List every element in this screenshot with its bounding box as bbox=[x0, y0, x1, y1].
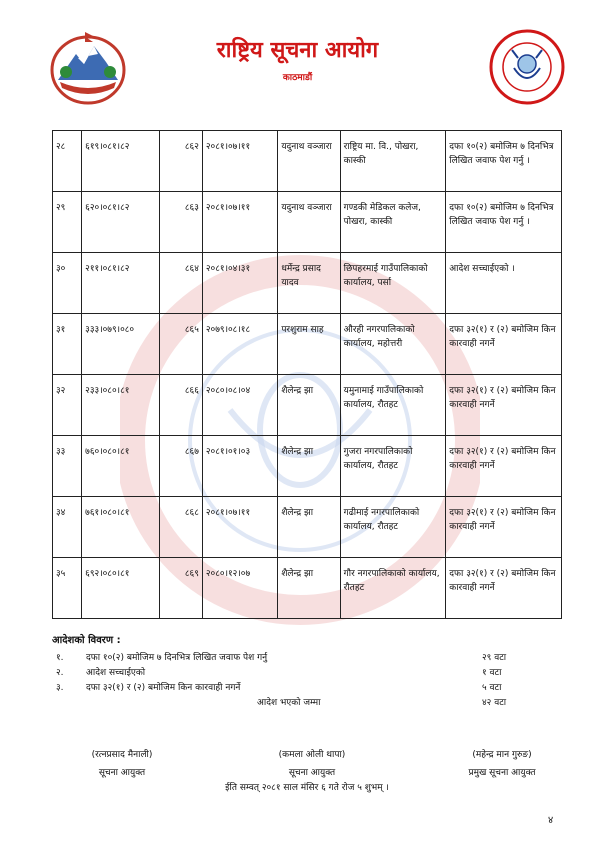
table-row bbox=[53, 131, 562, 192]
table-row bbox=[53, 558, 562, 619]
signatory-title: प्रमुख सूचना आयुक्त bbox=[468, 768, 536, 778]
order-serial: ८६८ bbox=[159, 497, 202, 558]
decision-text: दफा १०(२) बमोजिम ७ दिनभित्र लिखित जवाफ पेश गर्नु । bbox=[446, 131, 562, 192]
signature-member-1 bbox=[52, 746, 192, 782]
row-number: ३४ bbox=[53, 497, 82, 558]
signature-chief bbox=[432, 746, 572, 782]
order-date: २०८०।०८।०४ bbox=[202, 375, 277, 436]
signatory-name: (कमला ओली थापा) bbox=[278, 750, 346, 760]
summary-item-text: दफा १०(२) बमोजिम ७ दिनभित्र लिखित जवाफ पेश गर्नु bbox=[86, 653, 268, 663]
complaint-ref: ६९२।०८०।८१ bbox=[82, 558, 159, 619]
order-date: २०८१।०१।०३ bbox=[202, 436, 277, 497]
table-row bbox=[53, 375, 562, 436]
respondent-office: गढीमाई नगरपालिकाको कार्यालय, रौतहट bbox=[340, 497, 446, 558]
respondent-office: गुजरा नगरपालिकाको कार्यालय, रौतहट bbox=[340, 436, 446, 497]
decision-text: दफा ३२(१) र (२) बमोजिम किन कारवाही नगर्ने bbox=[446, 497, 562, 558]
respondent-office: राष्ट्रिय मा. वि., पोखरा, कास्की bbox=[340, 131, 446, 192]
page-header bbox=[0, 0, 595, 120]
order-serial: ८६३ bbox=[159, 192, 202, 253]
complaint-ref: ७६०।०८०।८१ bbox=[82, 436, 159, 497]
order-date: २०८१।०७।११ bbox=[202, 192, 277, 253]
respondent-office: औरही नगरपालिकाको कार्यालय, महोत्तरी bbox=[340, 314, 446, 375]
row-number: ३५ bbox=[53, 558, 82, 619]
summary-total bbox=[52, 695, 562, 710]
row-number: ३० bbox=[53, 253, 82, 314]
applicant-name: शैलेन्द्र झा bbox=[278, 558, 340, 619]
table-row bbox=[53, 497, 562, 558]
summary-item-count: १ वटा bbox=[482, 668, 502, 678]
orders-table bbox=[52, 130, 562, 619]
summary-item-count: २९ वटा bbox=[482, 653, 507, 663]
date-line: ईति सम्वत् २०८१ साल मंसिर ६ गते रोज ५ शुभम् । bbox=[225, 783, 389, 793]
applicant-name: परशुराम साह bbox=[278, 314, 340, 375]
page-title: राष्ट्रिय सूचना आयोग bbox=[216, 38, 379, 63]
applicant-name: शैलेन्द्र झा bbox=[278, 375, 340, 436]
respondent-office: गण्डकी मेडिकल कलेज, पोखरा, कास्की bbox=[340, 192, 446, 253]
applicant-name: धर्मेन्द्र प्रसाद यादव bbox=[278, 253, 340, 314]
summary-item bbox=[52, 680, 562, 695]
signatory-title: सूचना आयुक्त bbox=[288, 768, 336, 778]
signatory-title: सूचना आयुक्त bbox=[98, 768, 146, 778]
decision-text: दफा ३२(१) र (२) बमोजिम किन कारवाही नगर्ने bbox=[446, 436, 562, 497]
row-number: २८ bbox=[53, 131, 82, 192]
decision-text: दफा ३२(१) र (२) बमोजिम किन कारवाही नगर्ने bbox=[446, 314, 562, 375]
order-date: २०८१।०७।११ bbox=[202, 497, 277, 558]
summary-item-count: ५ वटा bbox=[482, 683, 502, 693]
complaint-ref: ६१९।०८१।८२ bbox=[82, 131, 159, 192]
order-summary bbox=[52, 632, 562, 710]
table-row bbox=[53, 253, 562, 314]
complaint-ref: ३३३।०७९।०८० bbox=[82, 314, 159, 375]
page-number: ४ bbox=[548, 815, 554, 826]
order-date: २०८०।१२।०७ bbox=[202, 558, 277, 619]
complaint-ref: २३३।०८०।८१ bbox=[82, 375, 159, 436]
respondent-office: गौर नगरपालिकाको कार्यालय, रौतहट bbox=[340, 558, 446, 619]
applicant-name: यदुनाथ वञ्जारा bbox=[278, 131, 340, 192]
order-date: २०८१।०७।११ bbox=[202, 131, 277, 192]
respondent-office: छिपहरमाई गाउँपालिकाको कार्यालय, पर्सा bbox=[340, 253, 446, 314]
summary-item bbox=[52, 650, 562, 665]
order-serial: ८६४ bbox=[159, 253, 202, 314]
order-serial: ८६९ bbox=[159, 558, 202, 619]
decision-text: दफा १०(२) बमोजिम ७ दिनभित्र लिखित जवाफ पेश गर्नु । bbox=[446, 192, 562, 253]
nepal-emblem-icon bbox=[48, 32, 128, 106]
row-number: २९ bbox=[53, 192, 82, 253]
commission-seal-icon bbox=[488, 28, 566, 106]
row-number: ३२ bbox=[53, 375, 82, 436]
order-date: २०७९।०८।१८ bbox=[202, 314, 277, 375]
decision-text: दफा ३२(१) र (२) बमोजिम किन कारवाही नगर्ने bbox=[446, 375, 562, 436]
summary-item-number: ३. bbox=[56, 683, 64, 693]
order-date: २०८१।०४।३१ bbox=[202, 253, 277, 314]
summary-item-number: २. bbox=[56, 668, 64, 678]
complaint-ref: ६२०।०८१।८२ bbox=[82, 192, 159, 253]
summary-item-number: १. bbox=[56, 653, 64, 663]
applicant-name: यदुनाथ वञ्जारा bbox=[278, 192, 340, 253]
order-serial: ८६७ bbox=[159, 436, 202, 497]
applicant-name: शैलेन्द्र झा bbox=[278, 436, 340, 497]
complaint-ref: २११।०८१।८२ bbox=[82, 253, 159, 314]
respondent-office: यमुनामाई गाउँपालिकाको कार्यालय, रौतहट bbox=[340, 375, 446, 436]
table-row bbox=[53, 436, 562, 497]
signature-member-2 bbox=[242, 746, 382, 782]
page-subtitle: काठमाडौं bbox=[282, 73, 313, 83]
decision-text: दफा ३२(१) र (२) बमोजिम किन कारवाही नगर्ने bbox=[446, 558, 562, 619]
complaint-ref: ७६१।०८०।८१ bbox=[82, 497, 159, 558]
summary-item bbox=[52, 665, 562, 680]
decision-text: आदेश सच्चाईएको । bbox=[446, 253, 562, 314]
summary-item-text: दफा ३२(१) र (२) बमोजिम किन कारवाही नगर्ने bbox=[86, 683, 241, 693]
row-number: ३३ bbox=[53, 436, 82, 497]
applicant-name: शैलेन्द्र झा bbox=[278, 497, 340, 558]
order-serial: ८६५ bbox=[159, 314, 202, 375]
signatory-name: (महेन्द्र मान गुरुङ) bbox=[472, 750, 532, 760]
table-row bbox=[53, 192, 562, 253]
summary-heading: आदेशको विवरण : bbox=[52, 635, 121, 646]
summary-total-count: ४२ वटा bbox=[482, 698, 507, 708]
order-serial: ८६६ bbox=[159, 375, 202, 436]
row-number: ३१ bbox=[53, 314, 82, 375]
order-serial: ८६२ bbox=[159, 131, 202, 192]
signatory-name: (रत्नप्रसाद मैनाली) bbox=[91, 750, 153, 760]
summary-total-label: आदेश भएको जम्मा bbox=[257, 698, 321, 708]
table-row bbox=[53, 314, 562, 375]
summary-item-text: आदेश सच्चाईएको bbox=[86, 668, 146, 678]
